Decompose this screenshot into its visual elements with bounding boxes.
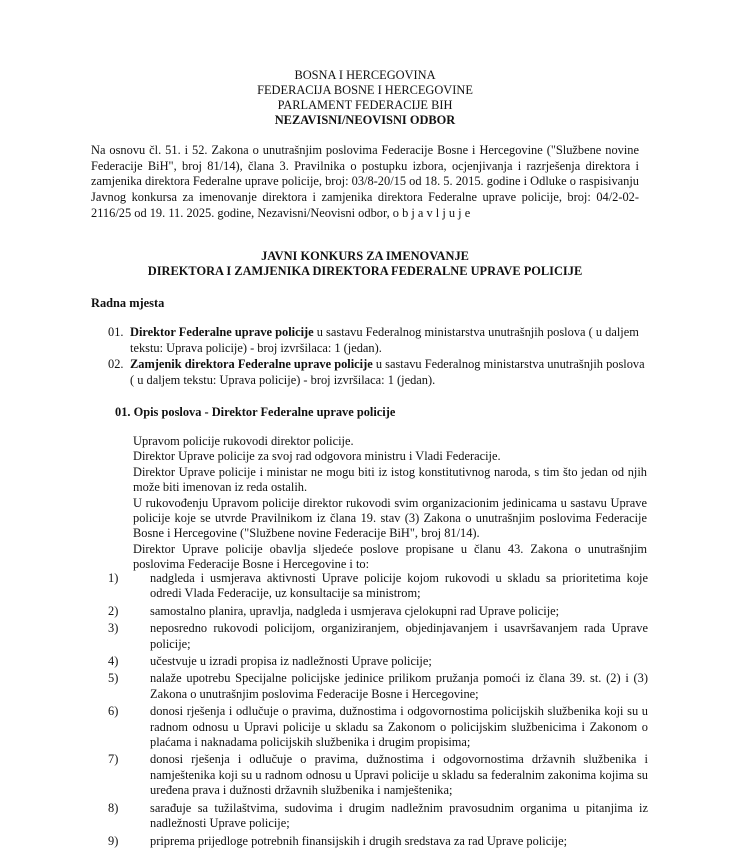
list-item-text: donosi rješenja i odlučuje o pravima, dužnostima i odgovornostima državnih službenika i namještenika koji su u radnom odnosu u Upravi policije u skladu sa federalnim zakonima kojima su uređena prava i dužnosti državnih službenika i namještenika; <box>150 752 648 798</box>
section-heading-positions: Radna mjesta <box>91 296 165 310</box>
duties-list <box>108 571 648 849</box>
list-item-number: 4) <box>108 654 119 669</box>
list-item-text: priprema prijedloge potrebnih finansijskih i drugih sredstava za rad Uprave policije; <box>150 833 568 848</box>
document-header <box>0 68 730 128</box>
intro-paragraph: Na osnovu čl. 51. i 52. Zakona o unutrašnjim poslovima Federacije Bosne i Hercegovine ("Službene novine Federacije BiH", broj 81/14), člana 3. Pravilnika o postupku izbora, ocjenjivanja i razrješenja direktora i zamjenika direktora Federalne uprave policije, broj: 03/8-20/15 od 18. 5. 2015. godine i Odluke o raspisivanju Javnog konkursa za imenovanje direktora i zamjenika direktora Federalne uprave policije, broj: 04/2-02-2116/25 od 19. 11. 2025. godine, Nezavisni/Neovisni odbor, o b j a v l j u j e <box>91 143 639 220</box>
list-item-number: 1) <box>108 571 119 585</box>
list-item-number: 9) <box>108 833 119 848</box>
list-item <box>108 752 648 798</box>
position-title: Zamjenik direktora Federalne uprave policije <box>130 357 373 371</box>
list-item <box>108 604 648 619</box>
position-number: 02. <box>108 357 124 371</box>
list-item-text: nalaže upotrebu Specijalne policijske jedinice prilikom pružanja pomoći iz člana 39. st. (2) i (3) Zakona o unutrašnjim poslovima Federacije Bosne i Hercegovine; <box>150 671 648 701</box>
list-item-number: 6) <box>108 704 119 719</box>
list-item-text: sarađuje sa tužilaštvima, sudovima i drugim nadležnim pravosudnim organima u pitanjima iz nadležnosti Uprave policije; <box>150 800 648 831</box>
title-line-1: JAVNI KONKURS ZA IMENOVANJE <box>261 249 469 263</box>
position-description: u sastavu Federalnog ministarstva unutrašnjih poslova ( u daljem tekstu: Uprava policije) - broj izvršilaca: 1 (jedan). <box>130 357 645 387</box>
list-item <box>108 704 648 750</box>
header-line-federation: FEDERACIJA BOSNE I HERCEGOVINE <box>257 83 473 97</box>
body-paragraph: Direktor Uprave policije i ministar ne mogu biti iz istog konstitutivnog naroda, s tim što jedan od njih može biti imenovan iz reda ostalih. <box>133 464 647 495</box>
job-description-body <box>133 434 647 573</box>
list-item <box>108 671 648 702</box>
header-line-country: BOSNA I HERCEGOVINA <box>294 68 436 82</box>
list-item-number: 3) <box>108 621 119 636</box>
list-item-number: 2) <box>108 603 119 618</box>
body-paragraph: Direktor Uprave policije za svoj rad odgovora ministru i Vladi Federacije. <box>133 449 501 464</box>
body-paragraph: Upravom policije rukovodi direktor policije. <box>133 434 354 448</box>
body-paragraph: Direktor Uprave policije obavlja sljedeće poslove propisane u članu 43. Zakona o unutrašnjim poslovima Federacije Bosne i Hercegovine i to: <box>133 541 647 572</box>
position-number: 01. <box>108 325 124 339</box>
header-line-board: NEZAVISNI/NEOVISNI ODBOR <box>274 113 456 127</box>
position-description: u sastavu Federalnog ministarstva unutrašnjih poslova ( u daljem tekstu: Uprava policije) - broj izvršilaca: 1 (jedan). <box>130 325 639 355</box>
list-item <box>108 654 648 669</box>
list-item-text: nadgleda i usmjerava aktivnosti Uprave policije kojom rukovodi u skladu sa prioritetima koje odredi Vlada Federacije, uz konsultacije sa ministrom; <box>150 571 648 601</box>
list-item-text: samostalno planira, upravlja, nadgleda i usmjerava cjelokupni rad Uprave policije; <box>150 603 560 618</box>
list-item <box>108 834 648 849</box>
list-item-number: 7) <box>108 752 119 767</box>
position-title: Direktor Federalne uprave policije <box>130 325 314 339</box>
document-title <box>0 249 730 279</box>
title-line-2: DIREKTORA I ZAMJENIKA DIREKTORA FEDERALNE UPRAVE POLICIJE <box>147 264 583 278</box>
position-item <box>108 325 648 356</box>
position-item <box>108 357 648 388</box>
header-line-parliament: PARLAMENT FEDERACIJE BIH <box>277 98 453 112</box>
list-item-text: neposredno rukovodi policijom, organiziranjem, objedinjavanjem i usavršavanjem rada Uprave policije; <box>150 621 648 651</box>
list-item <box>108 621 648 652</box>
list-item <box>108 571 648 602</box>
section-heading-job-description: 01. Opis poslova - Direktor Federalne uprave policije <box>115 405 396 419</box>
list-item <box>108 801 648 832</box>
list-item-number: 8) <box>108 800 119 815</box>
list-item-text: učestvuje u izradi propisa iz nadležnosti Uprave policije; <box>150 654 432 669</box>
list-item-number: 5) <box>108 671 119 686</box>
list-item-text: donosi rješenja i odlučuje o pravima, dužnostima i odgovornostima policijskih službenika koji su u radnom odnosu u Upravi policije u skladu sa Zakonom o policijskim službenicima i Zakonom o plaćama i naknadama policijskih službenika i drugim propisima; <box>150 704 648 750</box>
body-paragraph: U rukovođenju Upravom policije direktor rukovodi svim organizacionim jedinicama u sastavu Uprave policije koje se utvrde Pravilnikom iz člana 19. stav (3) Zakona o unutrašnjim poslovima Federacije Bosne i Hercegovine ("Službene novine Federacije BiH", broj 81/14). <box>133 495 647 541</box>
